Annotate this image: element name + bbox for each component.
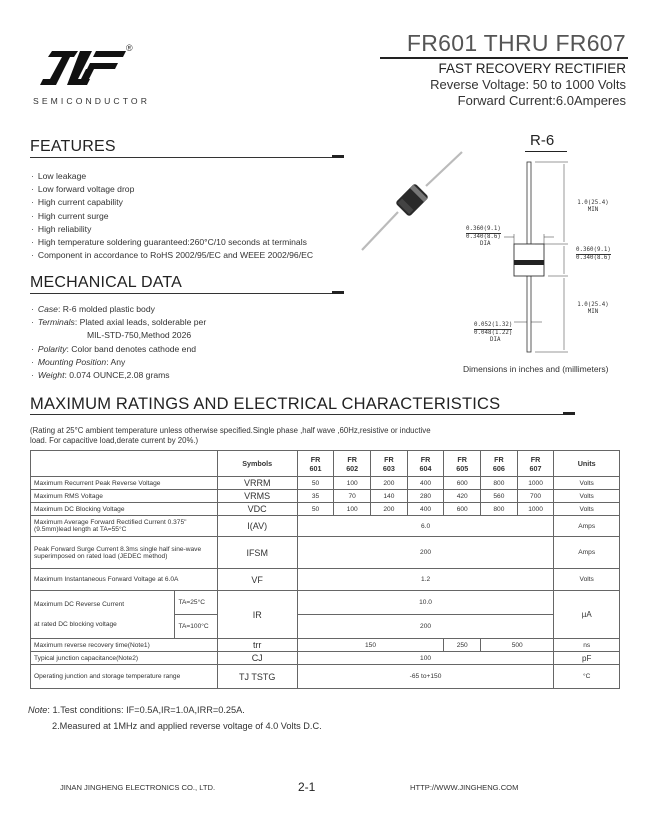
table-row (31, 477, 620, 490)
part-prefix: FR (384, 454, 394, 464)
mech-terminals-value2: MIL-STD-750,Method 2026 (87, 330, 192, 341)
mech-polarity-label: Polarity (37, 343, 67, 354)
temp-cell: TA=25°C (175, 591, 217, 615)
symbol-cell: IR (217, 591, 297, 639)
part-number: 603 (382, 463, 395, 473)
param-cell: Typical junction capacitance(Note2) (31, 652, 218, 665)
value-cell: 400 (407, 477, 444, 490)
header-part (371, 451, 408, 477)
mech-case (31, 303, 361, 316)
value-cell: 700 (517, 490, 554, 503)
package-name: R-6 (530, 132, 555, 149)
mech-polarity (31, 343, 361, 356)
part-range-title: FR601 THRU FR607 (406, 30, 626, 56)
value-cell: 600 (444, 503, 481, 516)
part-prefix: FR (347, 454, 357, 464)
mech-terminals (31, 316, 361, 329)
mech-weight (31, 369, 361, 382)
symbol-cell: IFSM (217, 537, 297, 569)
param-cell: Operating junction and storage temperature range (31, 665, 218, 689)
diode-image-icon (358, 150, 468, 254)
dim-body-dia-max: 0.360(9.1) (466, 226, 501, 232)
value-cell: 200 (371, 503, 408, 516)
dim-wire-dia-label: DIA (490, 337, 501, 343)
features-title: FEATURES (30, 138, 116, 155)
dim-body-dia-min: 0.340(8.6) (466, 234, 501, 240)
value-cell: 800 (481, 503, 518, 516)
value-cell: 200 (297, 537, 554, 569)
ratings-title: MAXIMUM RATINGS AND ELECTRICAL CHARACTERISTICS (30, 395, 501, 413)
param-cell: Maximum RMS Voltage (31, 490, 218, 503)
header-part (517, 451, 554, 477)
header-blank (31, 451, 218, 477)
part-number: 602 (346, 463, 359, 473)
table-header-row (31, 451, 620, 477)
dim-wire-dia (474, 322, 512, 344)
features-rule (30, 157, 332, 158)
mechanical-list (31, 303, 361, 382)
dim-lead-top (574, 200, 612, 214)
mech-case-value: : R-6 molded plastic body (57, 304, 155, 314)
features-rule-end (332, 155, 344, 158)
dim-body-length-min: 0.340(8.6) (576, 255, 611, 261)
mechanical-rule (30, 293, 332, 294)
ratings-rule (30, 414, 563, 415)
unit-cell: Volts (554, 569, 620, 591)
param-cell: Maximum Average Forward Rectified Current 0.375"(9.5mm)lead length at TA=55°C (31, 516, 218, 537)
part-number: 605 (456, 463, 469, 473)
dim-wire-dia-min: 0.048(1.22) (474, 330, 513, 336)
feature-item: · Low forward voltage drop (31, 183, 361, 196)
note-2: 2.Measured at 1MHz and applied reverse voltage of 4.0 Volts D.C. (52, 721, 322, 731)
dim-body-dia (466, 226, 501, 248)
dim-body-length (576, 247, 611, 262)
param-cell: Peak Forward Surge Current 8.3ms single half sine-wave superimposed on rated load (JEDEC method) (31, 537, 218, 569)
mech-mounting-value: : Any (106, 356, 126, 367)
feature-item: · High current surge (31, 210, 361, 223)
table-row (31, 639, 620, 652)
footer-company: JINAN JINGHENG ELECTRONICS CO., LTD. (60, 783, 216, 792)
value-cell: 6.0 (297, 516, 554, 537)
dim-lead-bottom-value: 1.0(25.4) (577, 302, 609, 308)
ratings-note-line2: load. For capacitive load,derate current by 20%.) (30, 435, 199, 445)
mech-terminals-cont (31, 329, 361, 342)
value-cell: 50 (297, 477, 334, 490)
symbol-cell: TJ TSTG (217, 665, 297, 689)
part-prefix: FR (310, 454, 321, 464)
mech-polarity-value: : Color band denotes cathode end (66, 343, 197, 354)
dim-lead-top-value: 1.0(25.4) (577, 200, 609, 206)
feature-item: · Low leakage (31, 170, 361, 183)
registered-mark: ® (126, 43, 133, 53)
diode-illustration (358, 150, 468, 254)
unit-cell: °C (554, 665, 620, 689)
mech-terminals-label: Terminals (37, 317, 75, 328)
part-prefix: FR (530, 454, 541, 464)
value-cell: 280 (407, 490, 444, 503)
table-row (31, 503, 620, 516)
symbol-cell: VDC (217, 503, 297, 516)
unit-cell: Volts (554, 503, 620, 516)
symbol-cell: VF (217, 569, 297, 591)
forward-current: Forward Current:6.0Amperes (457, 93, 626, 108)
value-cell: 560 (481, 490, 518, 503)
param-cell: Maximum Instantaneous Forward Voltage at 6.0A (31, 569, 218, 591)
footer-page-number: 2-1 (298, 780, 316, 794)
table-row (31, 665, 620, 689)
company-subtitle: SEMICONDUCTOR (33, 96, 151, 106)
unit-cell: ns (554, 639, 620, 652)
unit-cell: Amps (554, 516, 620, 537)
feature-item: · High current capability (31, 196, 361, 209)
dim-wire-dia-max: 0.052(1.32) (474, 322, 513, 328)
dim-lead-bottom-min: MIN (587, 309, 599, 315)
device-type: FAST RECOVERY RECTIFIER (438, 61, 626, 76)
feature-item: · High temperature soldering guaranteed:260°C/10 seconds at terminals (31, 236, 361, 249)
feature-item: · Component in accordance to RoHS 2002/95/EC and WEEE 2002/96/EC (31, 249, 361, 262)
table-row (31, 537, 620, 569)
param-cell (31, 591, 175, 639)
value-cell: 1000 (517, 477, 554, 490)
footer-url: HTTP://WWW.JINGHENG.COM (410, 783, 519, 792)
mechanical-rule-end (332, 291, 344, 294)
symbol-cell: trr (217, 639, 297, 652)
feature-item: · High reliability (31, 223, 361, 236)
reverse-voltage: Reverse Voltage: 50 to 1000 Volts (430, 77, 626, 92)
value-cell: 10.0 (297, 591, 554, 615)
header-rule (380, 57, 628, 59)
value-cell: -65 to+150 (297, 665, 554, 689)
note-1-text: : 1.Test conditions: IF=0.5A,IR=1.0A,IRR=0.25A. (47, 705, 245, 715)
table-row (31, 516, 620, 537)
value-cell: 1000 (517, 503, 554, 516)
mech-case-label: Case (37, 304, 58, 314)
ir-param-line1: Maximum DC Reverse Current (34, 600, 125, 608)
header-part (481, 451, 518, 477)
mech-terminals-value: : Plated axial leads, solderable per (74, 317, 207, 328)
dim-lead-bottom (574, 302, 612, 316)
logo-mark-icon (34, 49, 130, 87)
value-cell: 400 (407, 503, 444, 516)
value-cell: 100 (334, 503, 371, 516)
header-part (334, 451, 371, 477)
header-part (444, 451, 481, 477)
unit-cell: µA (554, 591, 620, 639)
symbol-cell: CJ (217, 652, 297, 665)
mech-weight-value: : 0.074 OUNCE,2.08 grams (64, 370, 170, 381)
dim-lead-top-min: MIN (587, 207, 599, 213)
param-cell: Maximum DC Blocking Voltage (31, 503, 218, 516)
header-units: Units (554, 451, 620, 477)
param-cell: Maximum reverse recovery time(Note1) (31, 639, 218, 652)
table-row (31, 652, 620, 665)
part-prefix: FR (457, 454, 467, 464)
mech-mounting (31, 356, 361, 369)
symbol-cell: I(AV) (217, 516, 297, 537)
value-cell: 500 (481, 639, 554, 652)
value-cell: 140 (371, 490, 408, 503)
ir-param-line2: at rated DC blocking voltage (34, 620, 117, 628)
value-cell: 250 (444, 639, 481, 652)
unit-cell: Amps (554, 537, 620, 569)
mech-mounting-label: Mounting Position (37, 356, 107, 367)
value-cell: 70 (334, 490, 371, 503)
value-cell: 600 (444, 477, 481, 490)
mech-weight-label: Weight (37, 370, 65, 381)
ratings-note (30, 426, 431, 445)
part-number: 606 (492, 463, 505, 473)
value-cell: 150 (297, 639, 444, 652)
param-cell: Maximum Recurrent Peak Reverse Voltage (31, 477, 218, 490)
value-cell: 35 (297, 490, 334, 503)
unit-cell: Volts (554, 490, 620, 503)
table-row (31, 591, 620, 615)
package-name-underline (525, 151, 567, 152)
value-cell: 800 (481, 477, 518, 490)
dim-body-dia-label: DIA (480, 241, 491, 247)
notes (28, 702, 322, 734)
value-cell: 420 (444, 490, 481, 503)
value-cell: 1.2 (297, 569, 554, 591)
part-number: 604 (419, 463, 432, 473)
company-logo (34, 49, 130, 87)
mechanical-title: MECHANICAL DATA (30, 274, 183, 291)
dimensions-caption: Dimensions in inches and (millimeters) (463, 364, 609, 374)
temp-cell: TA=100°C (175, 615, 217, 639)
value-cell: 200 (297, 615, 554, 639)
ratings-note-line1: (Rating at 25°C ambient temperature unless otherwise specified.Single phase ,half wave ,60Hz,resistive or inductive (30, 426, 431, 435)
ratings-rule-end (563, 412, 575, 415)
table-row (31, 490, 620, 503)
ratings-table (30, 450, 620, 689)
note-label: Note (28, 705, 48, 715)
symbol-cell: VRRM (217, 477, 297, 490)
header-part (297, 451, 334, 477)
table-row (31, 569, 620, 591)
header-part (407, 451, 444, 477)
note-1 (28, 702, 322, 718)
part-prefix: FR (420, 454, 431, 464)
symbol-cell: VRMS (217, 490, 297, 503)
unit-cell: pF (554, 652, 620, 665)
value-cell: 200 (371, 477, 408, 490)
value-cell: 50 (297, 503, 334, 516)
header-symbols: Symbols (217, 451, 297, 477)
part-number: 607 (529, 463, 542, 473)
features-list (31, 170, 361, 262)
value-cell: 100 (334, 477, 371, 490)
part-number: 601 (309, 463, 322, 473)
unit-cell: Volts (554, 477, 620, 490)
dim-body-length-max: 0.360(9.1) (576, 247, 611, 253)
value-cell: 100 (297, 652, 554, 665)
part-prefix: FR (494, 454, 504, 464)
